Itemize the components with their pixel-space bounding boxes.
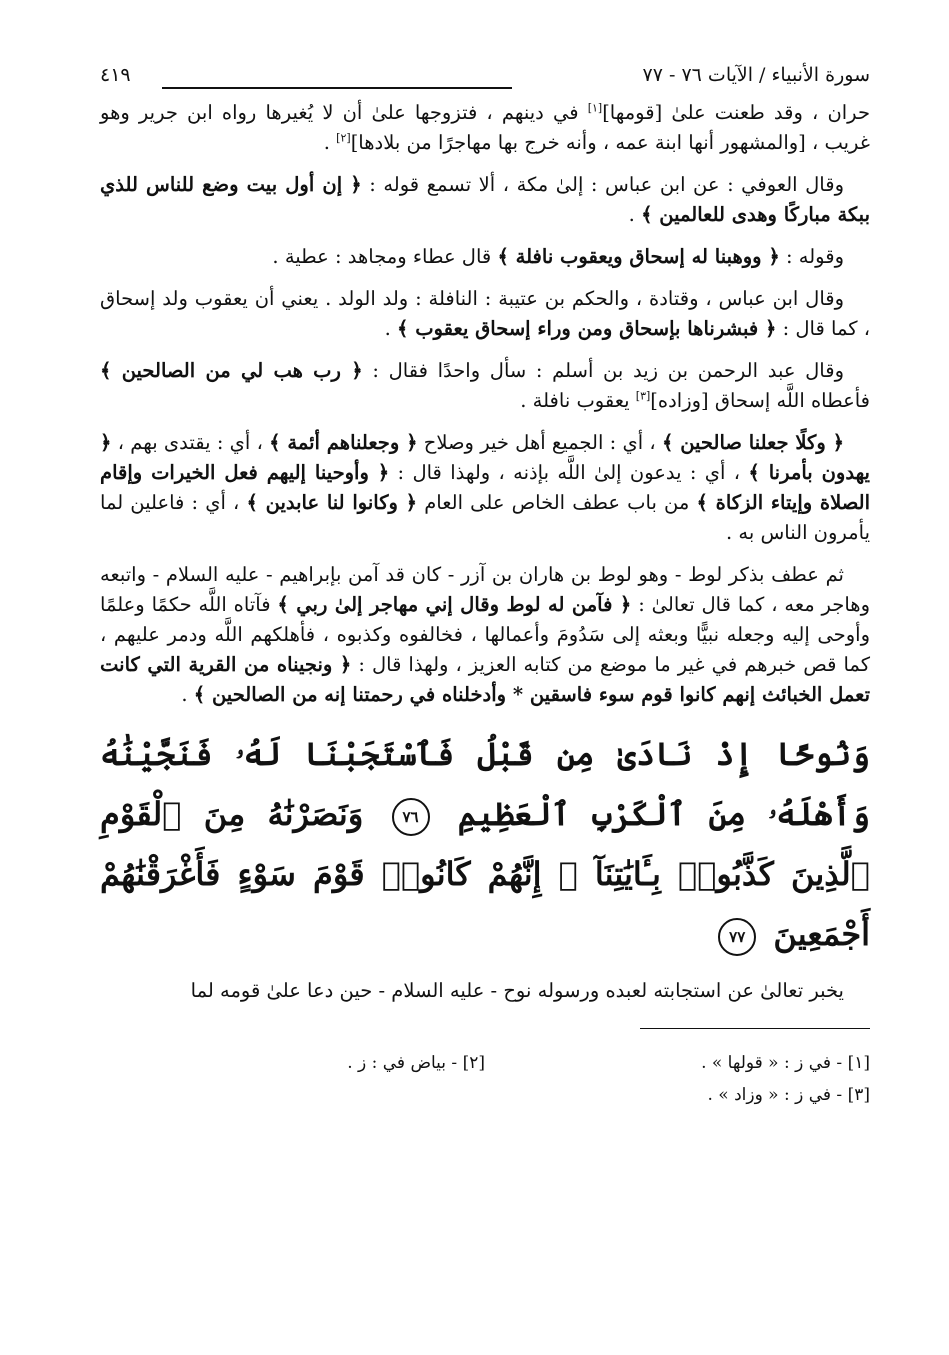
text-run: يعقوب نافلة . <box>520 389 636 412</box>
closing-paragraph: يخبر تعالىٰ عن استجابته لعبده ورسوله نوح - عليه السلام - حين دعا علىٰ قومه لما <box>190 979 844 1002</box>
text-run: وقال العوفي : عن ابن عباس : إلىٰ مكة ، ألا تسمع قوله : <box>361 173 844 196</box>
text-run: وقوله : <box>779 245 844 268</box>
page-header <box>100 58 870 98</box>
quran-quote: ﴿ وأوحينا إليهم فعل الخيرات وإقام الصلاة وإيتاء الزكاة ﴾ <box>100 461 870 514</box>
text-run: ، أي : الجميع أهل خير وصلاح <box>417 431 662 454</box>
quran-verse <box>100 724 870 964</box>
footnote-2: [٢] - بياض في : ز . <box>347 1053 485 1073</box>
footnote-ref: [٢] <box>336 131 351 145</box>
quran-quote: ﴿ وكانوا لنا عابدين ﴾ <box>246 491 418 514</box>
quran-quote: ﴿ يهدون بأمرنا ﴾ <box>100 431 870 484</box>
footnote-ref: [١] <box>587 101 603 115</box>
verse-part-1: وَنُوحًا إِذْ نَادَىٰ مِن قَبْلُ فَٱسْتَجَبْنَا لَهُۥ فَنَجَّيْنَٰهُ وَأَهْلَهُۥ مِنَ ٱلْكَرْبِ ٱلْعَظِيمِ <box>100 735 871 833</box>
paragraph-7 <box>100 560 870 710</box>
text-run: فآتاه اللَّه حكمًا وعلمًا وأوحى إليه وجعله نبيًّا وبعثه إلى سَدُومَ وأعمالها ، فخالفوه وكذبوه ، فأهلكهم اللَّه ودمر عليهم ، كما قص خبرهم في غير ما موضع من كتابه العزيز ، ولهذا قال : <box>100 593 870 676</box>
paragraph-5 <box>100 356 870 416</box>
paragraph-3 <box>100 242 870 272</box>
text-run: ثم عطف بذكر لوط - وهو لوط بن هاران بن آزر - كان قد آمن بإبراهيم - عليه السلام - واتبعه وهاجر معه ، كما قال تعالىٰ : <box>100 563 871 616</box>
ayah-number-76: ٧٦ <box>392 798 430 836</box>
footnote-ref: [٣] <box>635 389 651 403</box>
ayah-number-77: ٧٧ <box>718 918 756 956</box>
quran-quote: ﴿ ووهبنا له إسحاق ويعقوب نافلة ﴾ <box>497 245 780 268</box>
header-rule <box>162 87 512 89</box>
text-run: فأعطاه اللَّه إسحاق [وزاده] <box>650 389 870 412</box>
quran-quote: ﴿ رب هب لي من الصالحين ﴾ <box>100 359 363 382</box>
running-title: سورة الأنبياء / الآيات ٧٦ - ٧٧ <box>642 64 870 86</box>
body-text <box>100 98 870 710</box>
paragraph-2 <box>100 170 870 230</box>
text-run: ، أي : فاعلين لما يأمرون الناس به . <box>100 491 870 544</box>
page-number: ٤١٩ <box>100 64 131 86</box>
quran-quote: ﴿ وكلًا جعلنا صالحين ﴾ <box>661 431 845 454</box>
paragraph-4 <box>100 284 870 344</box>
text-run: . <box>181 683 194 706</box>
footnote-3: [٣] - في ز : « وزاد » . <box>707 1085 870 1105</box>
text-run: من باب عطف الخاص على العام <box>417 491 697 514</box>
text-run: في دينهم ، فتزوجها علىٰ أن لا يُغيرها رواه ابن جرير وهو غريب ، [والمشهور أنها ابنة عمه ، وأنه خرج بها مهاجرًا من بلادها] <box>100 101 870 154</box>
paragraph-6 <box>100 428 870 548</box>
text-run: . <box>628 203 642 226</box>
text-run: ، أي : يدعون إلىٰ اللَّه بإذنه ، ولهذا قال : <box>389 461 749 484</box>
text-run: وقال عبد الرحمن بن زيد بن أسلم : سأل واحدًا فقال : <box>362 359 844 382</box>
text-run: حران ، وقد طعنت علىٰ [قومها] <box>602 101 870 124</box>
quran-quote: ﴿ إن أول بيت وضع للناس للذي ببكة مباركًا وهدى للعالمين ﴾ <box>100 173 870 226</box>
quran-quote: ﴿ وجعلناهم أئمة ﴾ <box>269 431 418 454</box>
book-page <box>100 58 870 1111</box>
quran-quote: ﴿ ونجيناه من القرية التي كانت تعمل الخبائث إنهم كانوا قوم سوء فاسقين * وأدخلناه في رحمتنا إنه من الصالحين ﴾ <box>100 653 870 706</box>
verse-part-2: وَنَصَرْنَٰهُ مِنَ ٱلْقَوْمِ ٱلَّذِينَ كَذَّبُوا۟ بِـَٔايَٰتِنَآ ۚ إِنَّهُمْ كَانُوا۟ قَوْمَ سَوْءٍ فَأَغْرَقْنَٰهُمْ أَجْمَعِينَ <box>100 795 870 953</box>
quran-quote: ﴿ فآمن له لوط وقال إني مهاجر إلىٰ ربي ﴾ <box>277 593 632 616</box>
paragraph-1 <box>100 98 870 158</box>
quran-quote: ﴿ فبشرناها بإسحاق ومن وراء إسحاق يعقوب ﴾ <box>397 317 777 340</box>
text-run: ، أي : يقتدى بهم ، <box>111 431 270 454</box>
footnote-1: [١] - في ز : « قولها » . <box>701 1053 870 1073</box>
footnote-rule <box>640 1028 870 1029</box>
text-run: . <box>323 131 337 154</box>
text-run: وقال ابن عباس ، وقتادة ، والحكم بن عتيبة : النافلة : ولد الولد . يعني أن يعقوب ولد إسحاق ، كما قال : <box>100 287 870 340</box>
text-run: قال عطاء ومجاهد : عطية . <box>272 245 498 268</box>
text-run: . <box>384 317 398 340</box>
footnotes <box>100 1047 870 1111</box>
